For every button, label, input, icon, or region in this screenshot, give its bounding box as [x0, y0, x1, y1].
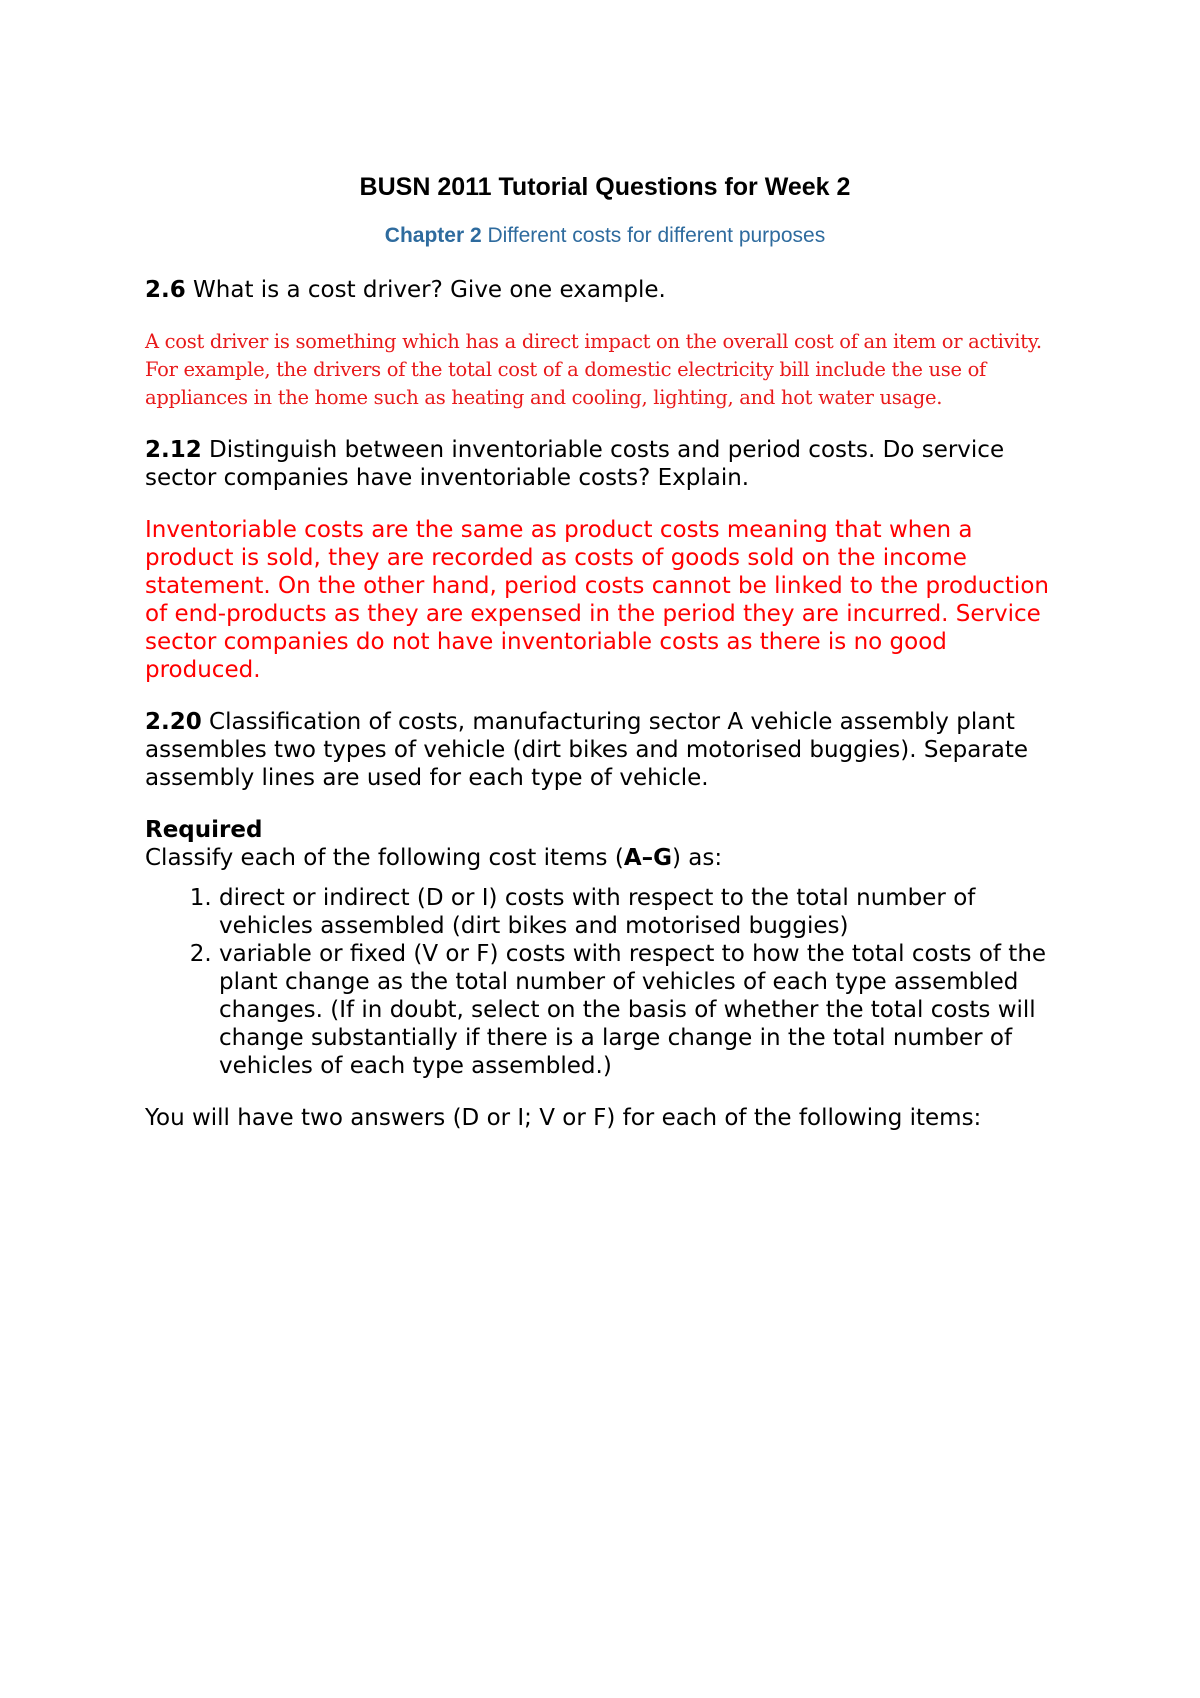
chapter-number: Chapter 2 — [384, 224, 482, 247]
question-number: 2.20 — [145, 709, 202, 735]
question-text: Distinguish between inventoriable costs and period costs. Do service sector companies have inventoriable costs? Explain. — [145, 437, 1005, 491]
classify-range: A–G — [623, 845, 672, 871]
document-body — [145, 170, 1065, 1132]
classification-list — [145, 884, 1065, 1080]
list-item: 2. variable or fixed (V or F) costs with respect to how the total costs of the plant change as the total number of vehicles of each type assembled changes. (If in doubt, select on the basis of whether the total costs will change substantially if there is a large change in the total number of vehicles of each type assembled.) — [219, 940, 1065, 1080]
answer-2-12: Inventoriable costs are the same as product costs meaning that when a product is sold, they are recorded as costs of goods sold on the income statement. On the other hand, period costs cannot be linked to the production of end-products as they are expensed in the period they are incurred. Service sector companies do not have inventoriable costs as there is no good produced. — [145, 517, 1049, 683]
chapter-topic: Different costs for different purposes — [481, 224, 826, 247]
list-item: 1. direct or indirect (D or I) costs with respect to the total number of vehicles assembled (dirt bikes and motorised buggies) — [219, 884, 1065, 940]
closing-instruction: You will have two answers (D or I; V or F) for each of the following items: — [145, 1105, 982, 1131]
question-2-6 — [145, 276, 1065, 304]
page-title: BUSN 2011 Tutorial Questions for Week 2 — [359, 173, 851, 201]
classify-instruction — [145, 844, 1065, 872]
required-heading: Required — [145, 817, 263, 843]
classify-prefix: Classify each of the following cost items ( — [145, 845, 624, 871]
chapter-subtitle — [145, 222, 1065, 250]
question-number: 2.6 — [145, 277, 186, 303]
question-text: What is a cost driver? Give one example. — [185, 277, 666, 303]
classify-suffix: ) as: — [672, 845, 723, 871]
question-number: 2.12 — [145, 437, 202, 463]
answer-2-6: A cost driver is something which has a direct impact on the overall cost of an item or activity. For example, the drivers of the total cost of a domestic electricity bill include the use of appliances in the home such as heating and cooling, lighting, and hot water usage. — [145, 330, 1042, 409]
question-2-12 — [145, 436, 1065, 492]
question-text: Classification of costs, manufacturing sector A vehicle assembly plant assembles two types of vehicle (dirt bikes and motorised buggies). Separate assembly lines are used for each type of vehicle. — [145, 709, 1029, 791]
question-2-20 — [145, 708, 1065, 792]
